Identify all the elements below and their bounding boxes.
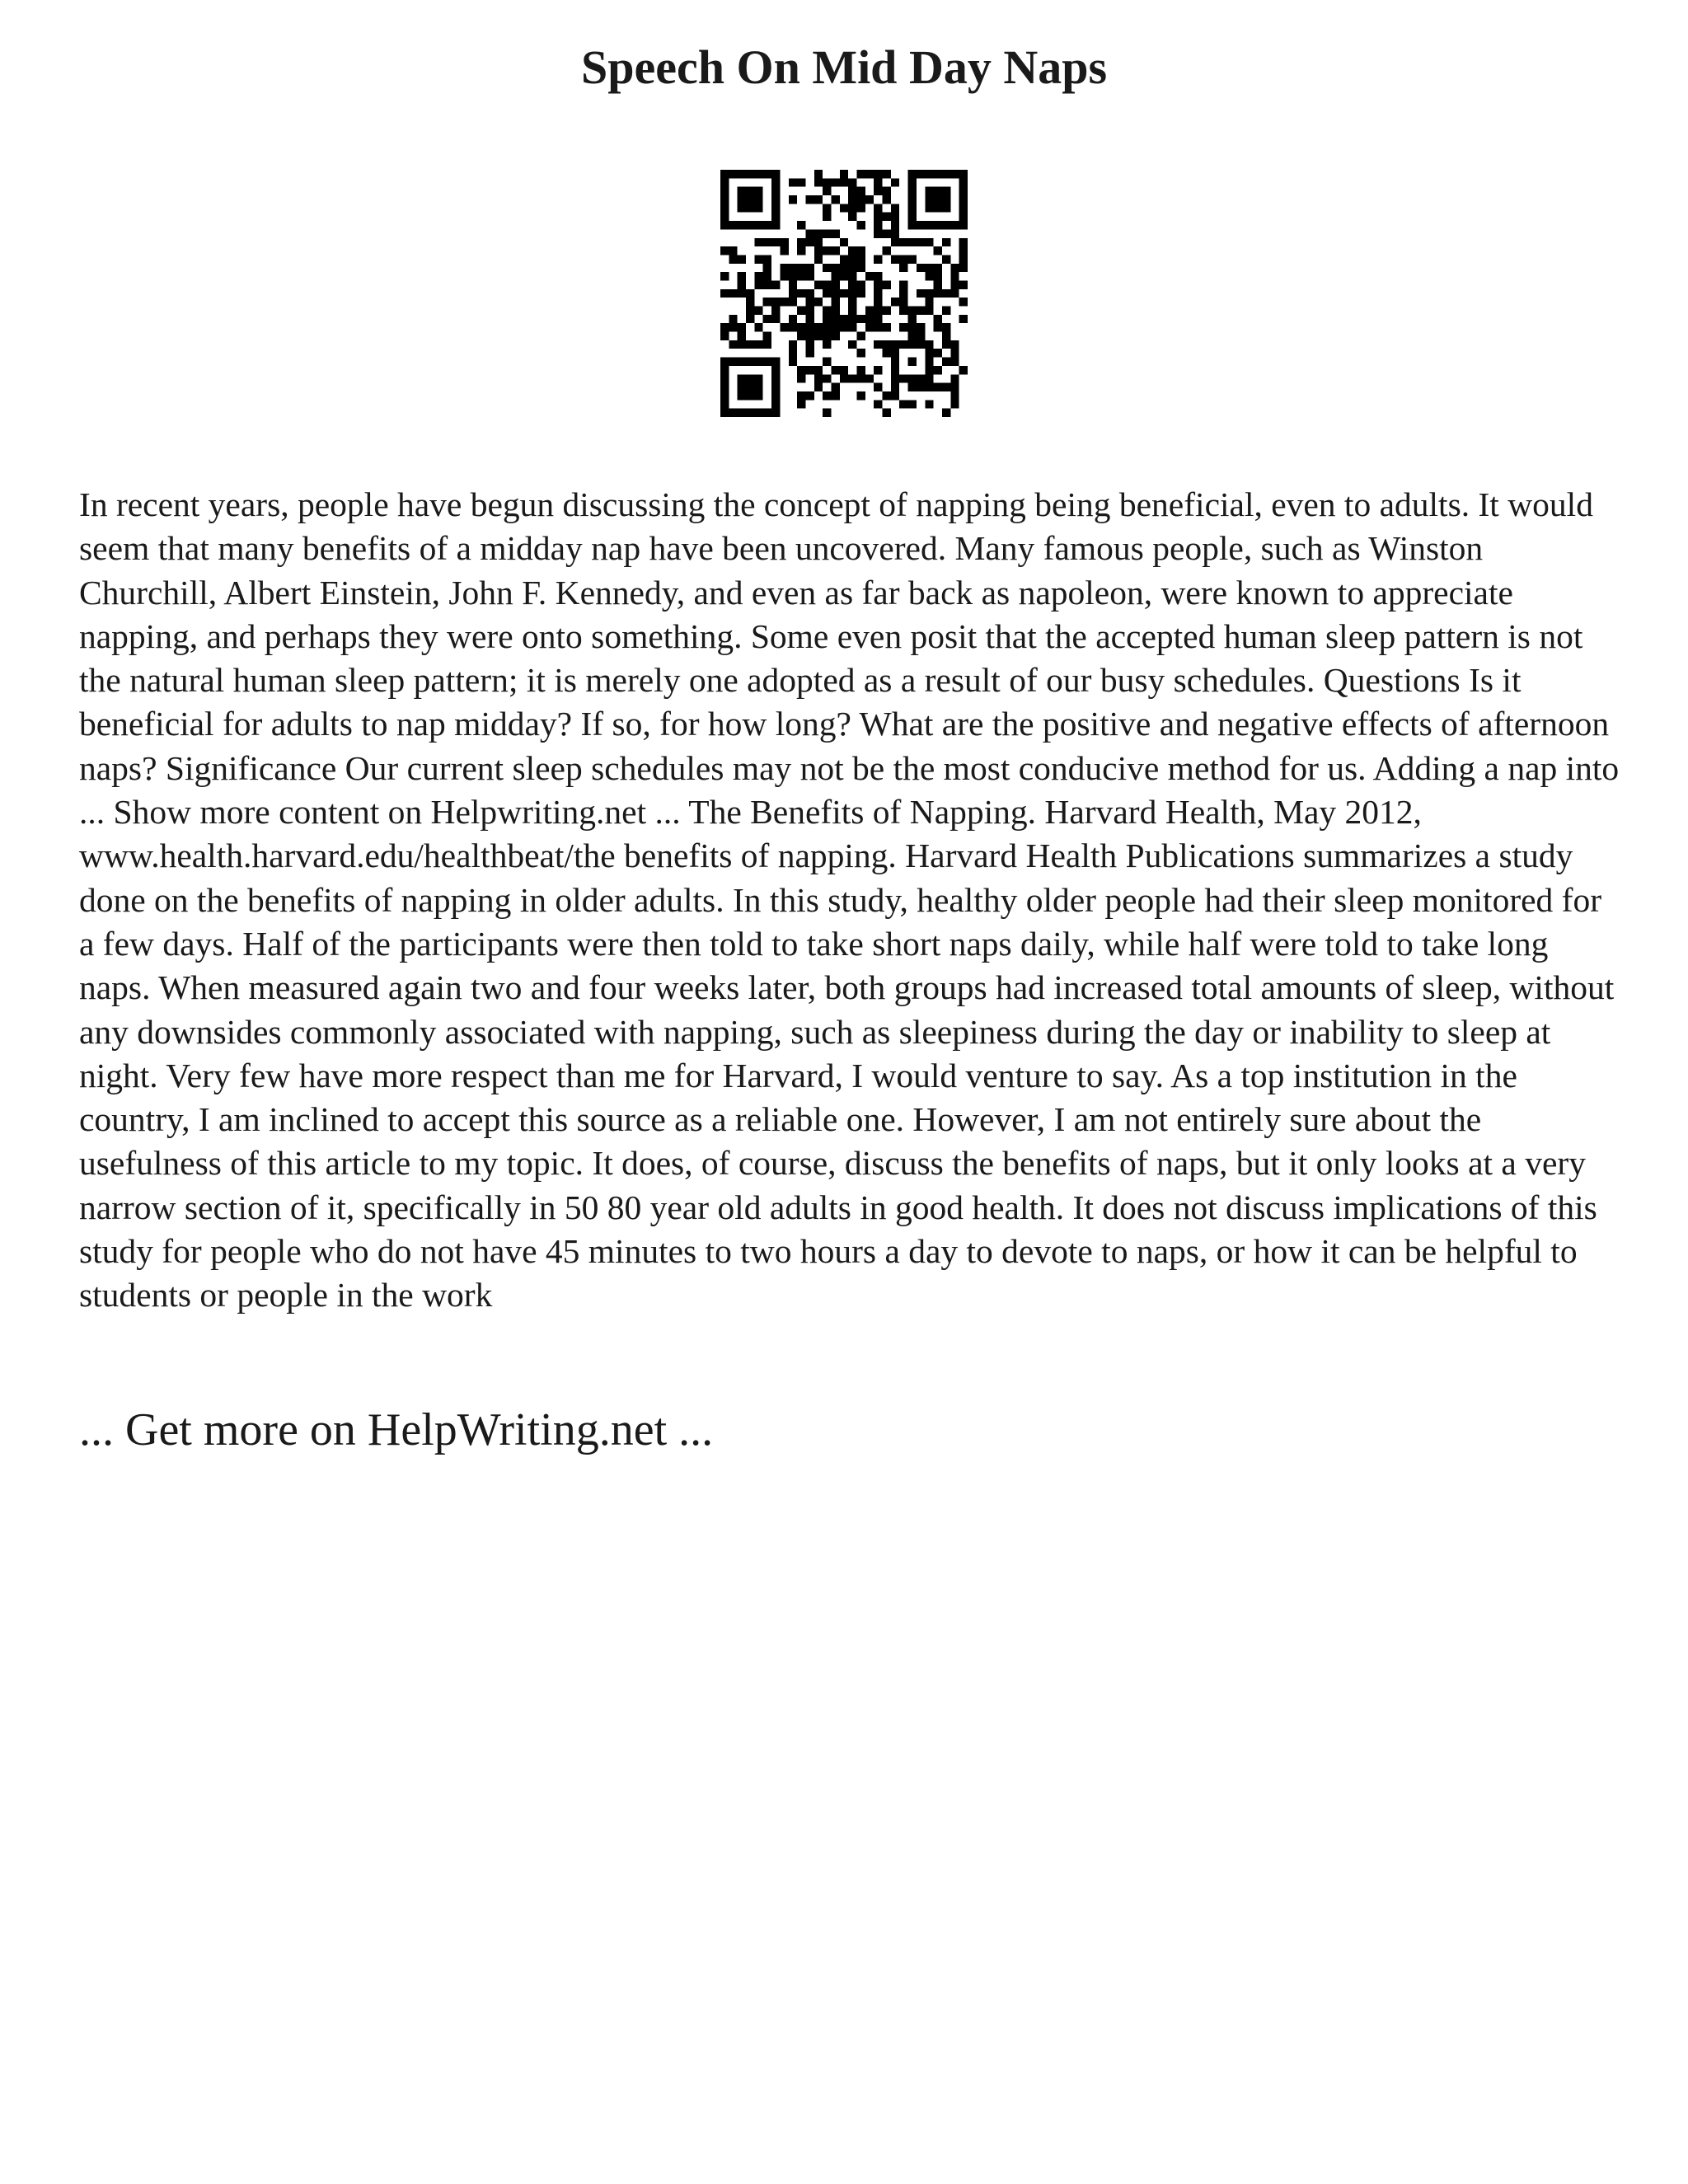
qr-code-icon — [720, 170, 968, 417]
article-body: In recent years, people have begun discussing the concept of napping being beneficial, even to adults. It would seem that many benefits of a midday nap have been uncovered. Many famous people, such as Winston Churchill, Albert Einstein, John F. Kennedy, and even as far back as napoleon, were known to appreciate napping, and perhaps they were onto something. Some even posit that the accepted human sleep pattern is not the natural human sleep pattern; it is merely one adopted as a result of our busy schedules. Questions Is it beneficial for adults to nap midday? If so, for how long? What are the positive and negative effects of afternoon naps? Significance Our current sleep schedules may not be the most conducive method for us. Adding a nap into ... Show more content on Helpwriting.net ... The Benefits of Napping. Harvard Health, May 2012, www.health.harvard.edu/healthbeat/the benefits of napping. Harvard Health Publications summarizes a study done on the benefits of napping in older adults. In this study, healthy older people had their sleep monitored for a few days. Half of the participants were then told to take short naps daily, while half were told to take long naps. When measured again two and four weeks later, both groups had increased total amounts of sleep, without any downsides commonly associated with napping, such as sleepiness during the day or inability to sleep at night. Very few have more respect than me for Harvard, I would venture to say. As a top institution in the country, I am inclined to accept this source as a reliable one. However, I am not entirely sure about the usefulness of this article to my topic. It does, of course, discuss the benefits of naps, but it only looks at a very narrow section of it, specifically in 50 80 year old adults in good health. It does not discuss implications of this study for people who do not have 45 minutes to two hours a day to devote to naps, or how it can be helpful to students or people in the work — [79, 485, 1620, 1315]
page-title: Speech On Mid Day Naps — [580, 40, 1108, 94]
get-more-link[interactable]: ... Get more on HelpWriting.net ... — [79, 1404, 714, 1455]
